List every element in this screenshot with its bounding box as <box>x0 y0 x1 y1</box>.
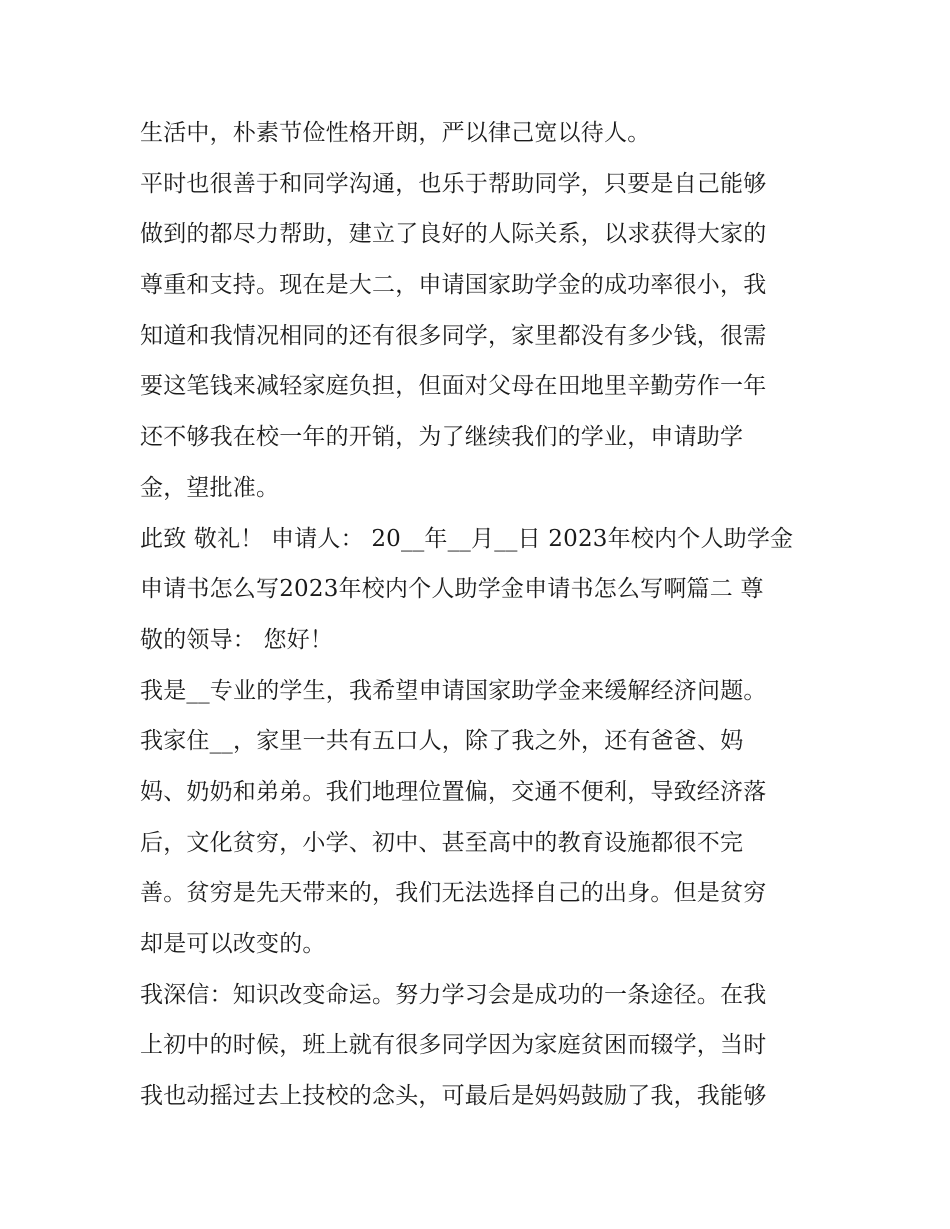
text-line: 平时也很善于和同学沟通，也乐于帮助同学，只要是自己能够 <box>140 170 767 197</box>
text-line: 知道和我情况相同的还有很多同学，家里都没有多少钱，很需 <box>140 322 767 349</box>
text-line: 我也动摇过去上技校的念头，可最后是妈妈鼓励了我，我能够 <box>140 1083 767 1110</box>
text-line: 我深信：知识改变命运。努力学习会是成功的一条途径。在我 <box>140 981 767 1008</box>
text-line: 还不够我在校一年的开销，为了继续我们的学业，申请助学 <box>140 424 744 451</box>
text-line: 后，文化贫穷，小学、初中、甚至高中的教育设施都很不完 <box>140 829 744 856</box>
document-body <box>140 108 820 1122</box>
text-line: 妈、奶奶和弟弟。我们地理位置偏，交通不便利，导致经济落 <box>140 778 767 805</box>
text-line: 却是可以改变的。 <box>140 931 326 957</box>
text-line: 尊重和支持。现在是大二，申请国家助学金的成功率很小，我 <box>140 272 767 299</box>
text-line: 做到的都尽力帮助，建立了良好的人际关系，以求获得大家的 <box>140 221 767 248</box>
text-line: 我是__专业的学生，我希望申请国家助学金来缓解经济问题。 <box>140 677 767 704</box>
text-line: 申请书怎么写2023年校内个人助学金申请书怎么写啊篇二 尊 <box>140 576 764 603</box>
text-line: 善。贫穷是先天带来的，我们无法选择自己的出身。但是贫穷 <box>140 880 767 907</box>
text-line: 此致 敬礼！ 申请人： 20__年__月__日 2023年校内个人助学金 <box>140 525 794 552</box>
text-line: 生活中，朴素节俭性格开朗，严以律己宽以待人。 <box>140 120 651 146</box>
text-line: 敬的领导： 您好！ <box>140 626 334 653</box>
text-line: 要这笔钱来减轻家庭负担，但面对父母在田地里辛勤劳作一年 <box>140 373 767 400</box>
text-line: 上初中的时候，班上就有很多同学因为家庭贫困而辍学，当时 <box>140 1032 767 1059</box>
text-line: 金，望批准。 <box>140 474 280 501</box>
text-line: 我家住__，家里一共有五口人，除了我之外，还有爸爸、妈 <box>140 728 744 755</box>
